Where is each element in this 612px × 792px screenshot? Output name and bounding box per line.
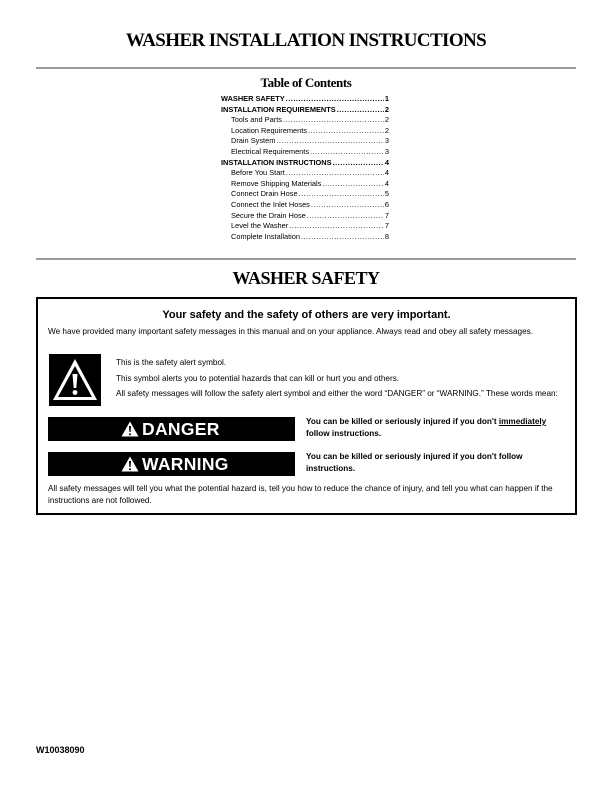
- toc-entry-label: Connect the Inlet Hoses: [231, 199, 310, 209]
- toc-entry-page: 2: [384, 115, 389, 125]
- toc-entry: [221, 94, 389, 105]
- toc-entry-label: INSTALLATION INSTRUCTIONS: [221, 157, 332, 167]
- toc-leader-dots: [299, 189, 384, 200]
- toc-entry-page: 1: [384, 94, 389, 103]
- danger-text-emphasis: immediately: [498, 417, 547, 426]
- toc-entry: [221, 115, 389, 126]
- toc-entry-label: Drain System: [231, 136, 276, 146]
- toc-entry-page: 3: [384, 146, 389, 156]
- toc-entry-page: 5: [384, 189, 389, 199]
- toc-leader-dots: [289, 221, 384, 232]
- toc-entry-label: Tools and Parts: [231, 115, 282, 125]
- danger-text-end: follow instructions.: [306, 428, 382, 438]
- toc-entry: [221, 221, 389, 232]
- toc-entry-page: 2: [384, 125, 389, 135]
- alert-triangle-icon: [121, 421, 139, 437]
- toc-entry: [221, 105, 389, 116]
- toc-leader-dots: [301, 232, 384, 243]
- toc-entry-label: Complete Installation: [231, 231, 301, 241]
- section-title: WASHER SAFETY: [232, 268, 380, 288]
- warning-signal-word: [48, 452, 295, 476]
- safety-box: [36, 297, 577, 515]
- warning-description: You can be killed or seriously injured if you don't follow instructions.: [306, 452, 523, 473]
- section-divider: [36, 258, 576, 260]
- toc-entry: [221, 126, 389, 137]
- toc-entry-label: Electrical Requirements: [231, 146, 310, 156]
- safety-alert-triangle-icon: [49, 354, 101, 406]
- toc-entry-label: WASHER SAFETY: [221, 94, 285, 103]
- toc-leader-dots: [308, 126, 384, 137]
- toc-title: Table of Contents: [260, 75, 352, 90]
- toc-entry-page: 2: [384, 104, 389, 114]
- toc-entry-page: 6: [384, 199, 389, 209]
- alert-line: This symbol alerts you to potential hazards that can kill or hurt you and others.: [116, 373, 400, 383]
- alert-triangle-icon: [121, 456, 139, 472]
- toc-entry-label: Level the Washer: [231, 221, 289, 231]
- toc-entry-page: 7: [384, 221, 389, 231]
- alert-line: This is the safety alert symbol.: [116, 358, 227, 367]
- alert-line: All safety messages will follow the safety alert symbol and either the word “DANGER” or “WARNING.” These words mean:: [116, 389, 558, 398]
- toc-entry: [221, 158, 389, 169]
- toc-entry: [221, 179, 389, 190]
- safety-intro: We have provided many important safety messages in this manual and on your appliance. Always read and obey all safety messages.: [48, 327, 533, 336]
- toc-entry: [221, 147, 389, 158]
- top-divider: [36, 67, 576, 69]
- toc-entry: [221, 168, 389, 179]
- toc-entry-label: Location Requirements: [231, 125, 308, 135]
- toc-entry-page: 7: [384, 210, 389, 220]
- toc-entry: [221, 211, 389, 222]
- toc-entry-label: INSTALLATION REQUIREMENTS: [221, 104, 336, 114]
- toc-entry-page: 4: [384, 157, 389, 167]
- warning-label: WARNING: [142, 453, 229, 474]
- toc-entry-label: Connect Drain Hose: [231, 189, 298, 199]
- toc-entry: [221, 200, 389, 211]
- document-number: W10038090: [36, 745, 85, 755]
- danger-description: [306, 416, 571, 439]
- document-title: WASHER INSTALLATION INSTRUCTIONS: [125, 30, 487, 51]
- toc-entry-label: Remove Shipping Materials: [231, 178, 322, 188]
- toc-entry: [221, 136, 389, 147]
- toc-entry-label: Secure the Drain Hose: [231, 210, 306, 220]
- safety-closing: All safety messages will tell you what the potential hazard is, tell you how to reduce the chance of injury, and tell you what can happen if the instructions are not followed.: [48, 484, 553, 505]
- toc-leader-dots: [310, 147, 384, 158]
- toc-leader-dots: [311, 200, 384, 211]
- danger-signal-word: [48, 417, 295, 441]
- toc-leader-dots: [286, 168, 384, 179]
- toc-leader-dots: [337, 105, 384, 116]
- toc-entry: [221, 232, 389, 243]
- alert-explanation: [116, 357, 566, 404]
- toc-entry-page: 3: [384, 136, 389, 146]
- toc-leader-dots: [276, 136, 384, 147]
- danger-label: DANGER: [142, 418, 220, 439]
- table-of-contents: [221, 94, 389, 242]
- safety-heading: Your safety and the safety of others are very important.: [162, 309, 451, 321]
- toc-entry-label: Before You Start: [231, 168, 285, 178]
- toc-leader-dots: [333, 158, 384, 169]
- toc-leader-dots: [307, 211, 384, 222]
- toc-leader-dots: [283, 115, 384, 126]
- toc-entry-page: 8: [384, 231, 389, 241]
- toc-leader-dots: [322, 179, 384, 190]
- toc-entry-page: 4: [384, 168, 389, 178]
- danger-text: You can be killed or seriously injured if you don't: [306, 417, 499, 426]
- toc-leader-dots: [286, 94, 384, 105]
- toc-entry-page: 4: [384, 178, 389, 188]
- toc-entry: [221, 189, 389, 200]
